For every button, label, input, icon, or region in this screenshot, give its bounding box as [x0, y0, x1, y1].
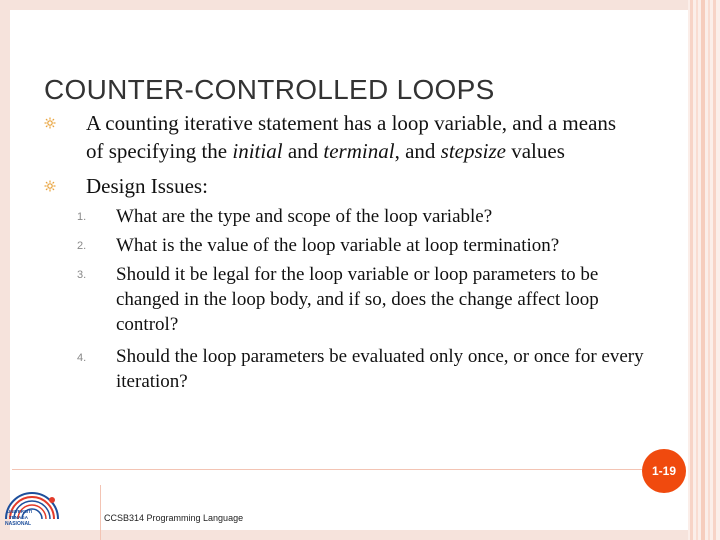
issue-number: 1. — [77, 211, 87, 223]
bullet-1-line-1: A counting iterative statement has a loop variable, and a means — [86, 111, 617, 135]
issue-number: 3. — [77, 269, 87, 281]
issue-item-1 — [116, 204, 706, 229]
sun-bullet-icon — [44, 180, 56, 192]
issue-line: Should it be legal for the loop variable or loop parameters to be — [116, 264, 599, 285]
footer-divider — [12, 469, 642, 470]
issue-item-2 — [116, 233, 706, 258]
logo-text-1: UNIVERSITI — [7, 509, 33, 514]
logo-text-2: TENAGA — [9, 515, 28, 520]
initial-term: initial — [232, 139, 283, 163]
university-logo — [2, 489, 62, 529]
terminal-term: terminal — [323, 139, 395, 163]
logo-text-3: NASIONAL — [5, 521, 32, 527]
slide-title: COUNTER-CONTROLLED LOOPS — [44, 74, 495, 105]
frame-top-border — [0, 0, 720, 10]
sun-bullet-icon — [44, 117, 56, 129]
issue-number: 4. — [77, 352, 87, 364]
issue-line: Should the loop parameters be evaluated only once, or once for every — [116, 346, 644, 367]
issue-line: iteration? — [116, 371, 188, 392]
footer-vertical-divider — [100, 485, 101, 540]
issue-line: changed in the loop body, and if so, does the change affect loop — [116, 289, 599, 310]
text-span: , and — [394, 139, 441, 163]
frame-bottom-border — [0, 530, 720, 540]
text-span: of specifying the — [86, 139, 233, 163]
issue-item-4 — [116, 344, 706, 394]
text-span: and — [282, 139, 324, 163]
bullet-1-line-2 — [86, 137, 696, 165]
issue-number: 2. — [77, 240, 87, 252]
page-number-badge: 1-19 — [642, 449, 686, 493]
frame-left-border — [0, 0, 10, 540]
text-span: values — [505, 139, 565, 163]
bullet-2: Design Issues: — [86, 174, 208, 198]
stepsize-term: stepsize — [440, 139, 506, 163]
bullet-1 — [86, 109, 696, 165]
issue-line: What is the value of the loop variable at loop termination? — [116, 235, 560, 256]
footer-course-label: CCSB314 Programming Language — [104, 513, 244, 523]
issue-line: control? — [116, 314, 179, 335]
issue-item-3 — [116, 262, 706, 337]
issue-line: What are the type and scope of the loop variable? — [116, 206, 493, 227]
